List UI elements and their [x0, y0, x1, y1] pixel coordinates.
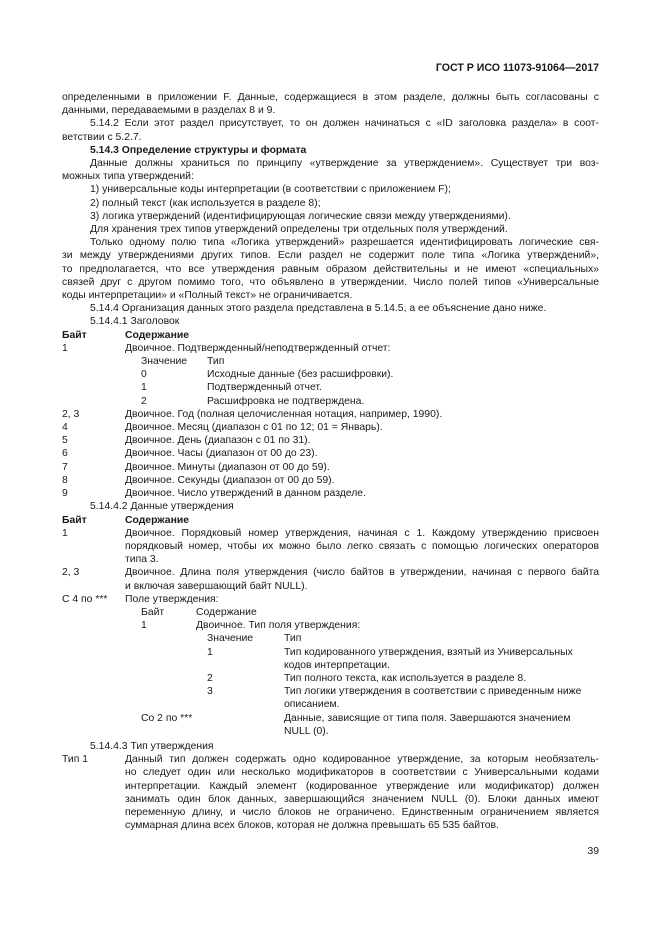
paragraph-line: можных типа утверждений:	[62, 171, 194, 183]
subtable-header	[207, 632, 599, 645]
content-cell: Двоичное. Секунды (диапазон от 00 до 59).	[125, 474, 335, 486]
nested-table-row	[141, 619, 599, 632]
content-cell	[125, 527, 599, 567]
section-heading: 5.14.3 Определение структуры и формата	[90, 144, 307, 156]
type-cell	[284, 646, 573, 672]
column-header-byte: Байт	[62, 514, 87, 526]
table-row	[62, 447, 599, 460]
content-line: типа 3.	[125, 554, 159, 566]
content-line: Двоичное. Порядковый номер утверждения, начиная с 1. Каждому утверждению присвоен	[125, 527, 599, 539]
nested-field-table	[62, 606, 599, 738]
table-row	[62, 474, 599, 487]
list-item: 3) логика утверждений (идентифицирующая логические связи между утверждениями).	[90, 210, 511, 222]
byte-cell: 1	[62, 527, 68, 539]
byte-cell: 5	[62, 435, 68, 447]
content-cell: Поле утверждения:	[125, 593, 219, 605]
byte-cell: 6	[62, 448, 68, 460]
byte-cell: 1	[62, 342, 68, 354]
description-line: занимать один блок данных, завершающийся значением NULL (0). Блоки данных имеют	[125, 793, 599, 805]
content-line: и включая завершающий байт NULL).	[125, 580, 308, 592]
description-line: интерпретации. Каждый элемент (кодированное утверждение или модификатор) должен	[125, 780, 599, 792]
type-description	[125, 753, 599, 832]
type-line: Тип кодированного утверждения, взятый из Универсальных	[284, 646, 573, 658]
paragraph-line: Для хранения трех типов утверждений определены три отдельных поля утверждений.	[90, 224, 508, 236]
paragraph-line: ветствии с 5.2.7.	[62, 131, 142, 143]
content-cell: Двоичное. Подтвержденный/неподтвержденный отчет:	[125, 342, 391, 354]
subtable-header-type: Тип	[207, 356, 225, 368]
byte-cell: 4	[62, 422, 68, 434]
description-line: Данный тип должен содержать одно кодированное утверждение, за которым необязатель-	[125, 754, 599, 766]
subtable-row	[207, 672, 599, 685]
subtable-header-value: Значение	[141, 356, 188, 368]
type-line: кодов интерпретации.	[284, 659, 390, 671]
subtable-header	[141, 355, 599, 368]
column-header-byte: Байт	[62, 329, 87, 341]
table-row	[62, 408, 599, 421]
content-cell: Двоичное. Число утверждений в данном разделе.	[125, 488, 366, 500]
content-line: NULL (0).	[284, 725, 329, 737]
column-header-content: Содержание	[125, 329, 190, 341]
page-content	[62, 91, 599, 832]
subsection-heading: 5.14.4.3 Тип утверждения	[90, 740, 214, 752]
byte-cell: 7	[62, 461, 68, 473]
paragraph-line: данными, передаваемыми в разделах 8 и 9.	[62, 105, 276, 117]
subtable-row	[207, 646, 599, 672]
subtable-row	[207, 685, 599, 711]
value-cell: 2	[141, 395, 147, 407]
value-cell: 1	[207, 646, 213, 658]
page-header: ГОСТ Р ИСО 11073-91064—2017	[435, 62, 599, 74]
paragraph-line: зи между утверждениями других типов. Если раздел не содержит поле типа «Логика утверждений»,	[62, 250, 599, 262]
content-cell: Двоичное. Месяц (диапазон с 01 по 12; 01 = Январь).	[125, 422, 383, 434]
nested-content-cell: Двоичное. Тип поля утверждения:	[196, 620, 361, 632]
page-number: 39	[587, 846, 599, 857]
type-line: Тип логики утверждения в соответствии с приведенным ниже	[284, 686, 582, 698]
value-type-subtable	[62, 355, 599, 408]
content-line: порядковый номер, чтобы их можно было легко связать с помощью логических операторов	[125, 540, 599, 552]
column-header-content: Содержание	[125, 514, 190, 526]
list-item: 1) универсальные коды интерпретации (в соответствии с приложением F);	[90, 184, 451, 196]
type-label: Тип 1	[62, 754, 88, 766]
nested-byte-cell: 1	[141, 620, 147, 632]
subtable-row	[141, 395, 599, 408]
value-cell: 2	[207, 672, 213, 684]
table-row	[62, 593, 599, 606]
table-row	[62, 342, 599, 355]
table-row	[62, 566, 599, 592]
nested-content-cell	[284, 712, 570, 738]
paragraph-line: определенными в приложении F. Данные, содержащиеся в этом разделе, должны быть согласованы с	[62, 92, 599, 103]
paragraph-line: то предполагается, что все утверждения равным образом действительны и не имеют «специальных»	[62, 263, 599, 275]
subtable-row	[141, 381, 599, 394]
content-cell: Двоичное. Минуты (диапазон от 00 до 59).	[125, 461, 330, 473]
table-header	[62, 329, 599, 342]
byte-cell: 9	[62, 488, 68, 500]
subtable-header-value: Значение	[207, 633, 254, 645]
content-cell	[125, 566, 599, 592]
nested-byte-cell: Со 2 по ***	[141, 712, 193, 724]
subsection-heading: 5.14.4.2 Данные утверждения	[90, 501, 234, 513]
content-cell: Двоичное. День (диапазон с 01 по 31).	[125, 435, 311, 447]
value-cell: 0	[141, 369, 147, 381]
list-item: 2) полный текст (как используется в разделе 8);	[90, 197, 321, 209]
type-cell: Тип полного текста, как используется в разделе 8.	[284, 672, 527, 684]
paragraph-line: 5.14.2 Если этот раздел присутствует, то он должен начинаться с «ID заголовка раздела» в соот-	[90, 118, 599, 130]
paragraph-line: Только одному полю типа «Логика утверждений» разрешается идентифицировать логические свя-	[90, 237, 599, 249]
description-line: переменную длину, и число блоков не ограничено. Единственным ограничением является	[125, 806, 599, 818]
table-row	[62, 527, 599, 567]
subsection-heading: 5.14.4.1 Заголовок	[90, 316, 180, 328]
subtable-row	[141, 368, 599, 381]
table-row	[62, 487, 599, 500]
content-line: Двоичное. Длина поля утверждения (число байтов в утверждении, начиная с первого байта	[125, 567, 599, 579]
table-row	[62, 434, 599, 447]
nested-value-type-subtable	[141, 632, 599, 711]
table-row	[62, 461, 599, 474]
description-line: но следует один или несколько модификаторов в соответствии с Универсальными кодами	[125, 767, 599, 779]
byte-cell: 8	[62, 474, 68, 486]
table-header	[62, 514, 599, 527]
content-cell: Двоичное. Часы (диапазон от 00 до 23).	[125, 448, 318, 460]
subtable-header-type: Тип	[284, 633, 302, 645]
type-cell: Расшифровка не подтверждена.	[207, 395, 365, 407]
type-line: описанием.	[284, 699, 340, 711]
value-cell: 3	[207, 686, 213, 698]
value-cell: 1	[141, 382, 147, 394]
nested-header-byte: Байт	[141, 606, 165, 618]
nested-table-header	[141, 606, 599, 619]
description-line: суммарная длина всех блоков, которая не должна превышать 65 535 байтов.	[125, 820, 499, 832]
type-definition-row	[62, 753, 599, 832]
nested-table-row	[141, 712, 599, 738]
nested-header-content: Содержание	[196, 606, 257, 618]
content-line: Данные, зависящие от типа поля. Завершаются значением	[284, 712, 571, 724]
content-cell: Двоичное. Год (полная целочисленная нотация, например, 1990).	[125, 408, 443, 420]
byte-cell: 2, 3	[62, 408, 80, 420]
byte-cell: 2, 3	[62, 567, 80, 579]
table-row	[62, 421, 599, 434]
paragraph-line: Данные должны храниться по принципу «утверждение за утверждением». Существует три воз-	[90, 158, 599, 170]
paragraph-line: коды интерпретации» и «Полный текст» не ограничивается.	[62, 290, 353, 302]
type-cell: Подтвержденный отчет.	[207, 382, 322, 394]
paragraph-line: связей друг с другом помимо того, что объявлено в утверждении. Число полей типов «Универсальные	[62, 276, 599, 288]
paragraph-line: 5.14.4 Организация данных этого раздела представлена в 5.14.5, а ее объяснение дано ниже.	[90, 303, 547, 315]
byte-cell: С 4 по ***	[62, 593, 108, 605]
type-cell: Исходные данные (без расшифровки).	[207, 369, 394, 381]
type-cell	[284, 685, 581, 711]
